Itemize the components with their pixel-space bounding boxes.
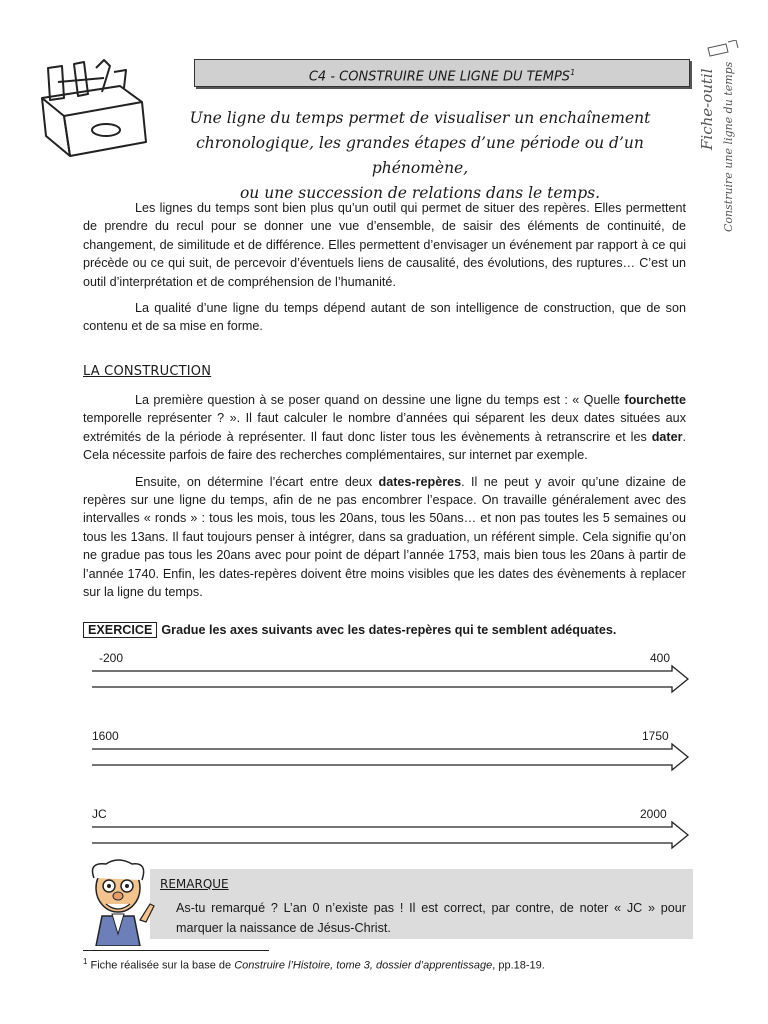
side-title: Fiche-outil — [698, 68, 716, 150]
remark-text: As-tu remarqué ? L’an 0 n’existe pas ! Il est correct, par contre, de noter « JC » pour marquer la naissance de Jésus-Christ. — [176, 901, 686, 935]
p4-keyword-dates-reperes: dates-repères — [378, 474, 462, 489]
side-subtitle: Construire une ligne du temps — [722, 61, 735, 232]
timeline-axis-3[interactable] — [90, 820, 692, 850]
p3-text-c: temporelle représenter ? ». Il faut calculer le nombre d’années qui séparent les deux dates situées aux extrémités de la période à représenter. Il faut donc lister tous les évènements à retranscrire et les — [83, 411, 686, 444]
exercise-instruction — [83, 622, 616, 638]
p4-text-a: Ensuite, on détermine l’écart entre deux — [135, 474, 379, 489]
intro-line-1: Une ligne du temps permet de visualiser un enchaînement — [189, 109, 651, 127]
p3-keyword-dater: dater — [651, 429, 683, 444]
axis-1-start-label: -200 — [99, 651, 124, 665]
paragraph-3 — [83, 391, 686, 465]
paragraph-2: La qualité d’une ligne du temps dépend autant de son intelligence de construction, que de son contenu et de sa mise en forme. — [83, 301, 686, 334]
footnote-source: Construire l’Histoire, tome 3, dossier d’apprentissage — [234, 959, 493, 972]
toolbox-illustration — [34, 58, 154, 163]
p3-text-a: La première question à se poser quand on dessine une ligne du temps est : « Quelle — [135, 393, 625, 407]
exercise-tag: EXERCICE — [83, 622, 157, 638]
intro-line-2: chronologique, les grandes étapes d’une période ou d’un phénomène, — [196, 134, 644, 177]
intro — [150, 106, 690, 206]
p3-text-e: . Cela nécessite parfois de faire des recherches complémentaires, sur internet par exemple. — [83, 429, 686, 463]
axis-3-start-label: JC — [92, 807, 107, 821]
paragraph-4 — [83, 473, 686, 602]
footnote — [83, 957, 545, 972]
remark-title: REMARQUE — [160, 877, 229, 891]
professor-illustration — [78, 856, 158, 946]
timeline-axis-2[interactable] — [90, 742, 692, 772]
side-label — [690, 40, 748, 240]
section-heading: LA CONSTRUCTION — [83, 364, 212, 379]
footnote-prefix: Fiche réalisée sur la base de — [87, 959, 235, 972]
axis-3-end-label: 2000 — [640, 807, 667, 821]
intro-line-3: ou une succession de relations dans le temps. — [239, 184, 601, 202]
p4-text-c: . Il ne peut y avoir qu’une dizaine de repères sur une ligne du temps, afin de ne pas encombrer l’espace. On travaille généralement avec des intervalles « ronds » : tous les mois, tous les 20ans, tous les 50ans… et non pas toutes les 5 semaines ou tous les 13ans. Il faut toujours penser à intégrer, dans sa graduation, un référent simple. Cela signifie qu’on ne gradue pas tous les 20ans avec pour point de départ l’année 1753, mais bien tous les 20ans à partir de l’année 1740. Enfin, les dates-repères doivent être moins visibles que les dates des évènements à replacer sur la ligne du temps. — [83, 474, 686, 600]
timeline-axis-1[interactable] — [90, 664, 692, 694]
p3-keyword-fourchette: fourchette — [624, 393, 686, 407]
page-title — [194, 59, 690, 87]
footnote-divider — [83, 950, 269, 951]
axis-2-end-label: 1750 — [642, 729, 669, 743]
axis-1-end-label: 400 — [650, 651, 671, 665]
axis-2-start-label: 1600 — [92, 729, 119, 743]
exercise-text: Gradue les axes suivants avec les dates-repères qui te semblent adéquates. — [161, 623, 617, 637]
construction-paragraphs — [83, 391, 686, 609]
footnote-number: 1 — [83, 957, 88, 966]
opening-paragraphs — [83, 199, 686, 344]
title-footnote-ref: 1 — [570, 68, 576, 77]
paragraph-1: Les lignes du temps sont bien plus qu’un outil qui permet de situer des repères. Elles permettent de prendre du recul pour se donner une vue d’ensemble, de saisir des éléments de continuité, de changement, de similitude et de différence. Elles permettent d’envisager un événement par rapport à ce qui précède ou ce qui suit, de percevoir d’éventuels liens de causalité, des évolutions, des ruptures… C’est un outil d’interprétation et de compréhension de l’humanité. — [83, 201, 686, 289]
footnote-suffix: , pp.18-19. — [492, 959, 545, 972]
title-text: C4 - CONSTRUIRE UNE LIGNE DU TEMPS — [308, 69, 571, 85]
